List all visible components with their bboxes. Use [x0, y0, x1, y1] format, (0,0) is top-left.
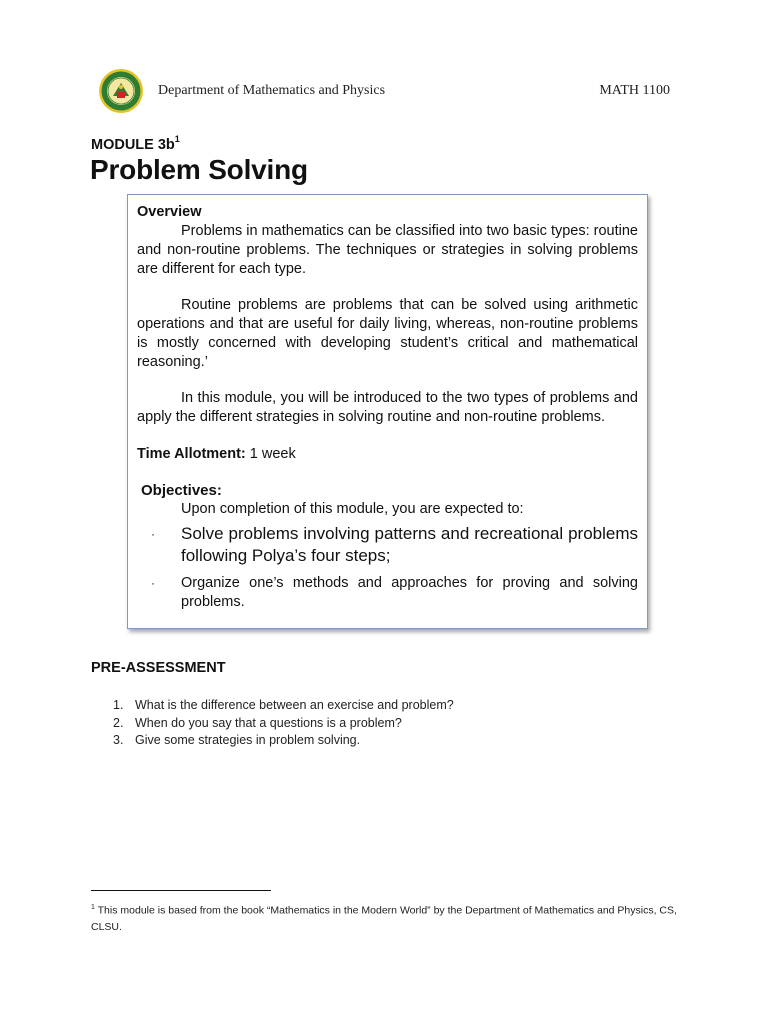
page-title: Problem Solving	[90, 154, 308, 185]
objective-item: · Solve problems involving patterns and recreational problems following Polya’s four steps;	[151, 524, 638, 565]
university-seal-icon	[98, 68, 144, 114]
overview-paragraph: Problems in mathematics can be classified into two basic types: routine and non-routine problems. The techniques or strategies in solving problems are different for each type.	[137, 223, 638, 277]
overview-box	[127, 194, 648, 629]
objectives-list	[137, 523, 638, 612]
page-header	[98, 68, 670, 114]
overview-paragraph: Routine problems are problems that can be solved using arithmetic operations and that are useful for daily living, whereas, non-routine problems is mostly concerned with developing student’s critical and mathematical reasoning.’	[137, 297, 638, 370]
footnote-mark: 1	[174, 134, 180, 144]
footnote	[91, 900, 691, 935]
time-allotment-label: Time Allotment:	[137, 446, 246, 462]
bullet-icon: ·	[151, 576, 155, 590]
pre-assessment-list	[113, 697, 454, 750]
department-name: Department of Mathematics and Physics	[158, 83, 386, 98]
footnote-divider	[91, 890, 271, 891]
objectives-intro: Upon completion of this module, you are expected to:	[181, 501, 524, 517]
time-allotment	[137, 445, 638, 464]
footnote-mark: 1	[91, 904, 95, 911]
overview-heading: Overview	[137, 204, 202, 220]
overview-paragraph: In this module, you will be introduced to the two types of problems and apply the different strategies in solving routine and non-routine problems.	[137, 390, 638, 425]
list-item: 3. Give some strategies in problem solving.	[113, 733, 361, 747]
list-item: 1. What is the difference between an exercise and problem?	[113, 698, 454, 712]
pre-assessment-title: PRE-ASSESSMENT	[91, 660, 226, 676]
footnote-text: This module is based from the book “Mathematics in the Modern World” by the Department of Mathematics and Physics, CS, CLSU.	[91, 904, 677, 933]
objectives-heading: Objectives:	[141, 482, 222, 499]
objective-item: · Organize one’s methods and approaches for proving and solving problems.	[151, 575, 638, 610]
time-allotment-value: 1 week	[249, 446, 296, 462]
course-code: MATH 1100	[599, 83, 670, 98]
bullet-icon: ·	[151, 527, 155, 541]
list-item: 2. When do you say that a questions is a problem?	[113, 715, 402, 730]
module-label: MODULE $3b^1$	[91, 134, 180, 153]
